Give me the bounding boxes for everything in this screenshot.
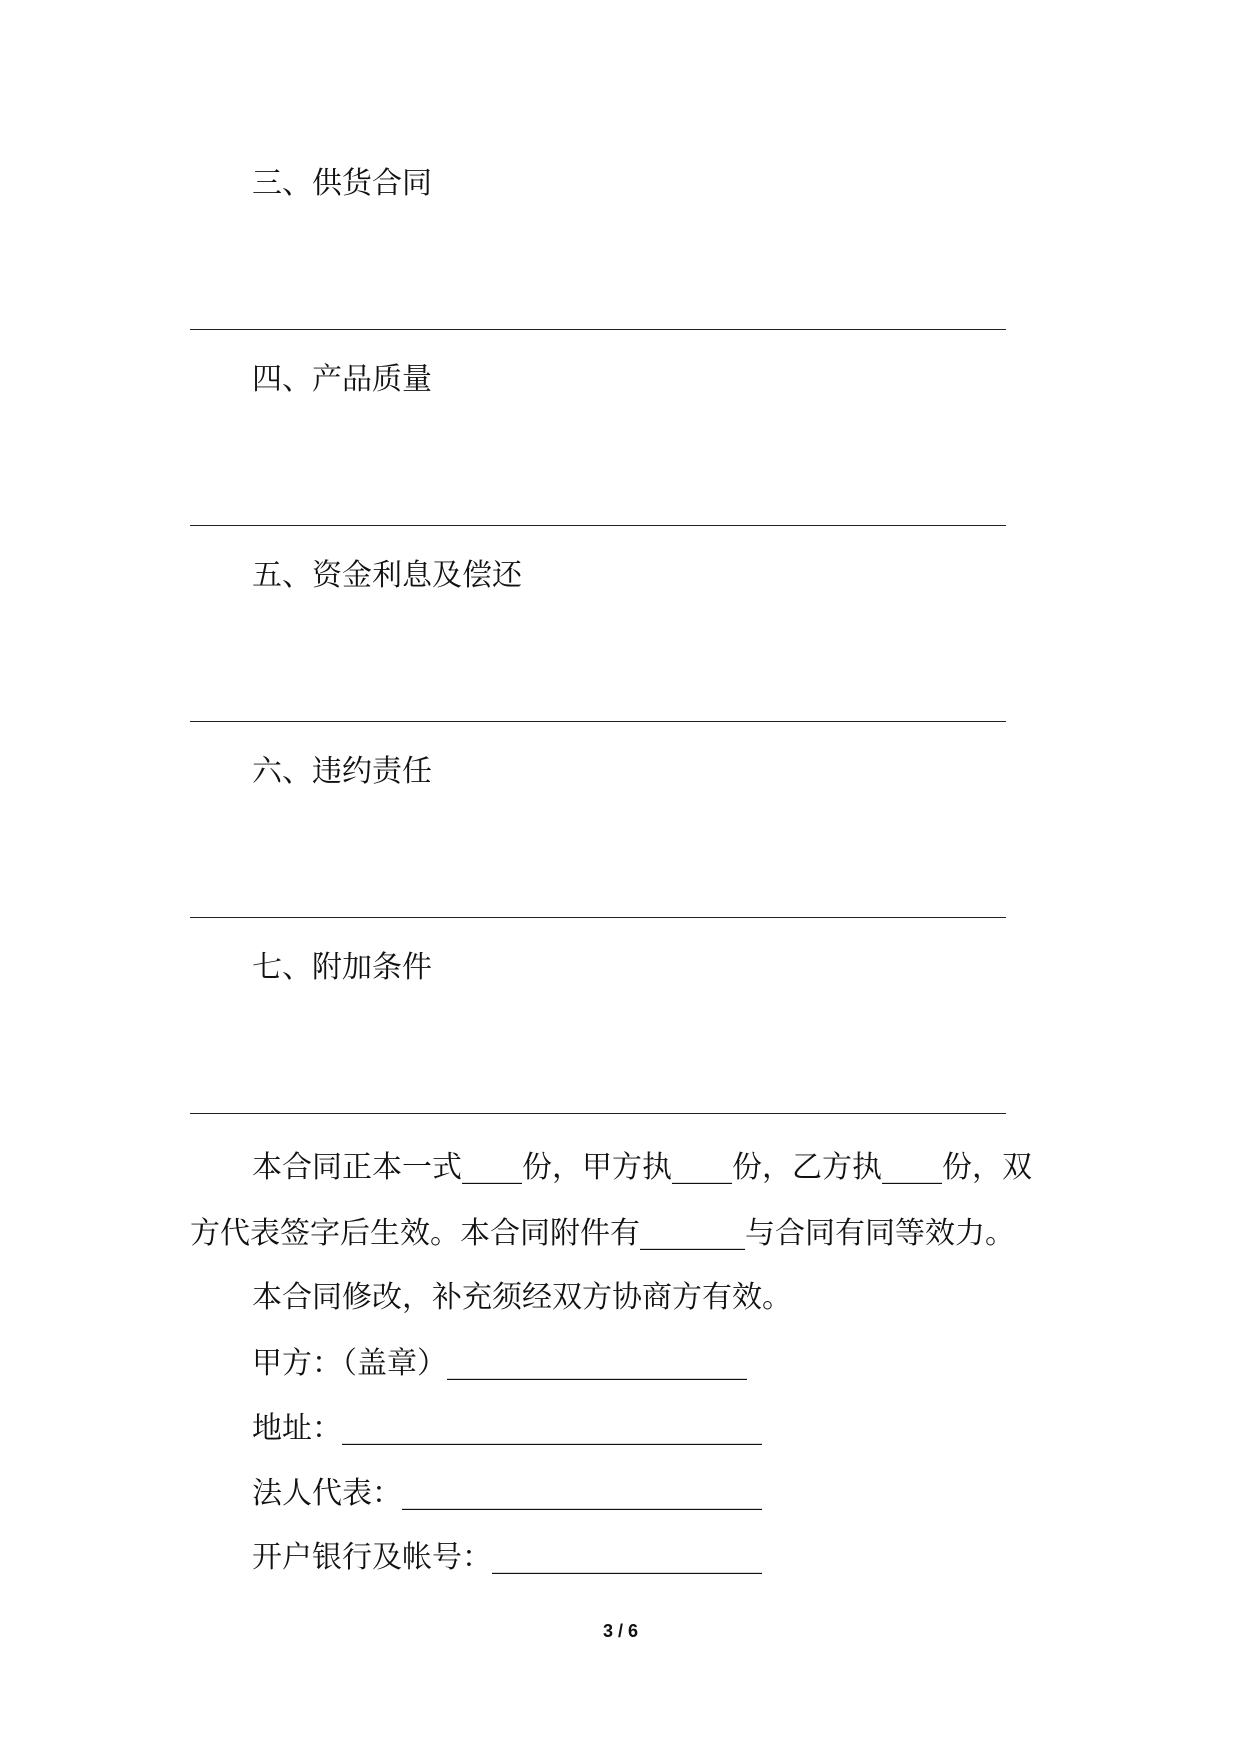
section-heading-liability: 六、违约责任 bbox=[252, 754, 432, 789]
amendment-clause: 本合同修改，补充须经双方协商方有效。 bbox=[252, 1280, 792, 1315]
copies-clause-line-2: 方代表签字后生效。本合同附件有_______与合同有同等效力。 bbox=[190, 1216, 1015, 1251]
section-heading-supply-contract: 三、供货合同 bbox=[252, 166, 432, 201]
section-heading-funds-interest: 五、资金利息及偿还 bbox=[252, 558, 522, 593]
party-a-seal-line: 甲方：（盖章）____________________ bbox=[252, 1346, 747, 1381]
fill-in-line bbox=[190, 1113, 1006, 1114]
party-a-legal-rep-line: 法人代表：________________________ bbox=[252, 1476, 762, 1511]
page-number: 3 / 6 bbox=[602, 1621, 639, 1641]
party-a-address-line: 地址：____________________________ bbox=[252, 1411, 762, 1446]
fill-in-line bbox=[190, 917, 1006, 918]
fill-in-line bbox=[190, 329, 1006, 330]
section-heading-product-quality: 四、产品质量 bbox=[252, 362, 432, 397]
fill-in-line bbox=[190, 525, 1006, 526]
party-a-bank-account-line: 开户银行及帐号：__________________ bbox=[252, 1540, 762, 1575]
fill-in-line bbox=[190, 721, 1006, 722]
section-heading-additional-terms: 七、附加条件 bbox=[252, 950, 432, 985]
copies-clause-line-1: 本合同正本一式____份，甲方执____份，乙方执____份，双 bbox=[252, 1150, 1032, 1185]
